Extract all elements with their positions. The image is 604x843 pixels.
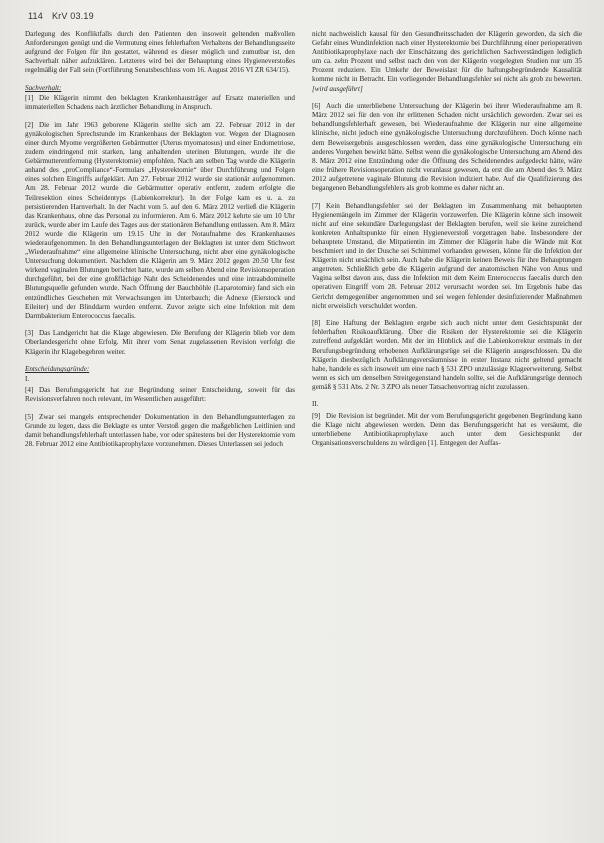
paragraph-text: Kein Behandlungsfehler sei der Beklagten im Zusammenhang mit behaupteten Hygienemängeln im Zimmer der Klägerin vorzuwerfen. Die Klägerin könne sich insoweit nicht auf eine sekundäre Darlegungslast der Beklagten berufen, weil sie keine zureichend konkreten Anhaltspunkte für einen Hygieneverstoß vorgetragen habe. Insbesondere der behauptete Umstand, die Mitpatientin im Zimmer der Klägerin habe die Wände mit Kot beschmiert und in der Dusche sei Schimmel vorhanden gewesen, könne für die Infektion der Klägerin nicht ursächlich sein. Auch habe die Klägerin keinen Beweis für ihre Behauptungen angetreten. Schließlich gebe die Klägerin aufgrund der anatomischen Nähe von Anus und Vagina selbst davon aus, dass die Infektion mit dem Keim Enterococcus faecalis durch den operativen Eingriff vom 28. Februar 2012 verursacht worden sei. Im Ergebnis habe das Gericht demgegenüber angenommen und sei wegen fehlender desinfizierender Maßnahmen nicht erweislich verschuldet worden.	[312, 201, 582, 310]
paragraph-1	[25, 94, 295, 112]
text-columns	[25, 30, 582, 835]
paragraph-3	[25, 329, 295, 356]
paragraph-text: Die Klägerin nimmt den beklagten Krankenhausträger auf Ersatz materiellen und immateriellen Schadens nach ärztlicher Behandlung in Anspruch.	[25, 94, 295, 112]
paragraph-number: [9]	[312, 411, 321, 420]
section-number-ii: II.	[312, 400, 319, 409]
paragraph-number: [3]	[25, 329, 34, 338]
paragraph-text: Das Berufungsgericht hat zur Begründung seiner Entscheidung, soweit für das Revisionsverfahren noch relevant, im Wesentlichen ausgeführt:	[25, 386, 295, 404]
paragraph-number: [7]	[312, 201, 321, 210]
paragraph-text: Auch die unterbliebene Untersuchung der Klägerin bei ihrer Wiederaufnahme am 8. März 2012 sei für den von ihr erlittenen Schaden nicht ursächlich geworden. Zwar sei es behandlungsfehlerhaft gewesen, bei Wiederaufnahme der Klägerin nur eine allgemeine klinische, nicht jedoch eine gynäkologische Untersuchung durchzuführen. Doch könne nach dem Beweisergebnis ausgeschlossen werden, dass eine gynäkologische Untersuchung ein anderes Vorgehen bewirkt hätte. Selbst wenn die gynäkologische Untersuchung am Abend des 8. März 2012 eine Entzündung oder die Öffnung des Scheidenendes aufgedeckt hätte, wäre eine frühere Revisionsoperation nicht veranlasst gewesen, da erst die am Abend des 9. März 2012 aufgetretene vaginale Blutung die Revision indiziert habe. Auf die Qualifizierung des begangenen Behandlungsfehlers als grob komme es daher nicht an.	[312, 102, 582, 192]
paragraph-text: Die im Jahr 1963 geborene Klägerin stellte sich am 22. Februar 2012 in der gynäkologischen Sprechstunde im Krankenhaus der Beklagten vor. Wegen der Diagnosen einer durch Myome vergrößerten Gebärmutter (Uterus myomatosus) und einer Endometriose, zudem eindringend mit starken, lang anhaltenden uterinen Blutungen, wurde ihr die Gebärmutterentfernung (Hysterektomie) empfohlen. Nach am selben Tag wurde die Klägerin anhand des „proCompliance“-Formulars „Hysterektomie“ über Durchführung und Folgen eines solchen Eingriffs aufgeklärt. Am 27. Februar 2012 wurde sie stationär aufgenommen. Am 28. Februar 2012 wurde die Gebärmutter operativ entfernt, zudem erfolgte die Teilresektion eines Scheidentyps (Labienkorrektur). In der Folge kam es u. a. zu persistierenden Harnverhalt. In der Nacht vom 5. auf den 6. März 2012 verließ die Klägerin das Krankenhaus, ohne das Personal zu informieren. Am 6. März 2012 kehrte sie um 10 Uhr zurück, wurde aber im Laufe des Tages aus der stationären Behandlung entlassen. Am 8. März 2012 wurde die Klägerin um 19.15 Uhr in der Notaufnahme des Krankenhauses wiederaufgenommen. In den Behandlungsunterlagen der Beklagten ist unter dem Stichwort „Wiederaufnahme“ eine allgemeine klinische Untersuchung, nicht aber eine gynäkologische Untersuchung dokumentiert. Nachdem die Klägerin am 9. März 2012 gegen 20.50 Uhr fest wirkend vaginalen Blutungen berichtet hatte, wurde am selben Abend eine Revisionsoperation durchgeführt, bei der eine großflächige Naht des Scheidenendes und eine intraabdominelle Blutungsquelle gefunden wurde. Nach Öffnung der Bauchhöhle (Laparotomie) fand sich ein entzündliches Geschehen mit Verwachsungen im Unterbauch; die Adnexe (Eierstock und Eileiter) und der Blinddarm wurden entfernt. Zuvor zeigte sich eine Infektion mit dem Darmbakterium Enterococcus faecalis.	[25, 120, 295, 320]
page-number: 114	[28, 11, 43, 21]
running-head	[28, 11, 94, 21]
section-heading-entscheidungsgruende: Entscheidungsgründe:	[25, 365, 90, 374]
paragraph-continued	[312, 30, 582, 94]
paragraph-9	[312, 412, 582, 448]
paragraph-intro: Darlegung des Konfliktfalls durch den Patienten den insoweit geltenden maßvollen Anforderungen genügt und die Vermutung eines fehlerhaften Verhaltens der Behandlungsseite aufgrund der Folgen für ihn gestattet, während es dieser möglich und zumutbar ist, den Sachverhalt näher aufzuklären. Letzteres wird bei der Behauptung eines Hygieneverstoßes regelmäßig der Fall sein (Fortführung Senatsbeschluss vom 16. August 2016 VI ZR 634/15).	[25, 30, 295, 75]
paragraph-8	[312, 319, 582, 392]
paragraph-4	[25, 386, 295, 404]
paragraph-text: Zwar sei mangels entsprechender Dokumentation in den Behandlungsunterlagen zu Grunde zu legen, dass die Beklagte es unter Verstoß gegen die maßgeblichen Leitlinien und damit behandlungsfehlerhaft unterlassen habe, vor oder spätestens bei der Hysterektomie vom 28. Februar 2012 eine Antibiotikaprophylaxe vorzunehmen. Dieses Unterlassen sei jedoch	[25, 412, 295, 449]
section-number-i: I.	[25, 375, 30, 384]
paragraph-5	[25, 413, 295, 449]
omission-note: [wird ausgeführt]	[312, 84, 363, 93]
paragraph-number: [2]	[25, 120, 34, 129]
paragraph-number: [1]	[25, 94, 34, 103]
journal-name: KrV 03.19	[51, 11, 94, 21]
left-column	[25, 30, 295, 835]
paragraph-text: nicht nachweislich kausal für den Gesundheitsschaden der Klägerin geworden, da sich die Gefahr eines Wundinfektion nach einer Hysterektomie bei Durchführung einer perioperativen Antibiotikaprophylaxe nach der Einschätzung des gerichtlichen Sachverständigen lediglich um ca. zehn Prozent und selbst nach den von der Klägerin vorgelegten Studien nur um 35 Prozent reduziere. Ein Umkehr der Beweislast für die haftungsbegründende Kausalität komme nicht in Betracht. Ein vorliegender Behandlungsfehler sei nicht als grob zu bewerten.	[312, 30, 582, 84]
paragraph-6	[312, 102, 582, 193]
paragraph-number: [6]	[312, 102, 321, 111]
right-column	[312, 30, 582, 835]
paragraph-text: Die Revision ist begründet. Mit der vom Berufungsgericht gegebenen Begründung kann die Klage nicht abgewiesen werden. Denn das Berufungsgericht hat es versäumt, die unterbliebene Antibiotikaprophylaxe auch unter dem Gesichtspunkt der Organisationsverschuldens zu würdigen [1]. Entgegen der Auffas-	[312, 411, 582, 447]
paragraph-2	[25, 121, 295, 321]
paragraph-7	[312, 202, 582, 311]
paragraph-number: [5]	[25, 412, 34, 421]
paragraph-text: Das Landgericht hat die Klage abgewiesen. Die Berufung der Klägerin blieb vor dem Oberlandesgericht ohne Erfolg. Mit ihrer vom Senat zugelassenen Revision verfolgt die Klägerin ihr Klagebegehren weiter.	[25, 329, 295, 356]
paragraph-text: Eine Haftung der Beklagten ergebe sich auch nicht unter dem Gesichtspunkt der fehlerhaften Risikoaufklärung. Über die Risiken der Hysterektomie sei die Klägerin zutreffend aufgeklärt worden. Mit der im Hinblick auf die Labienkorrektur erstmals in der Berufungsbegründung erhobenen Aufklärungsrüge sei die Klägerin ausgeschlossen. Da die Klägerin diesbezüglich Aufklärungsversäumnisse in erster Instanz nicht geltend gemacht habe, handele es sich insoweit um eine nach § 531 ZPO unzulässige Klageerweiterung. Selbst wenn es sich um denselben Streitgegenstand handeln sollte, sei die Aufklärungsrüge dennoch gemäß § 531 Abs. 2 Nr. 3 ZPO als neuer Tatsachenvortrag nicht zuzulassen.	[312, 319, 582, 391]
section-heading-sachverhalt: Sachverhalt:	[25, 83, 62, 92]
paragraph-number: [8]	[312, 319, 321, 328]
paragraph-number: [4]	[25, 386, 34, 395]
